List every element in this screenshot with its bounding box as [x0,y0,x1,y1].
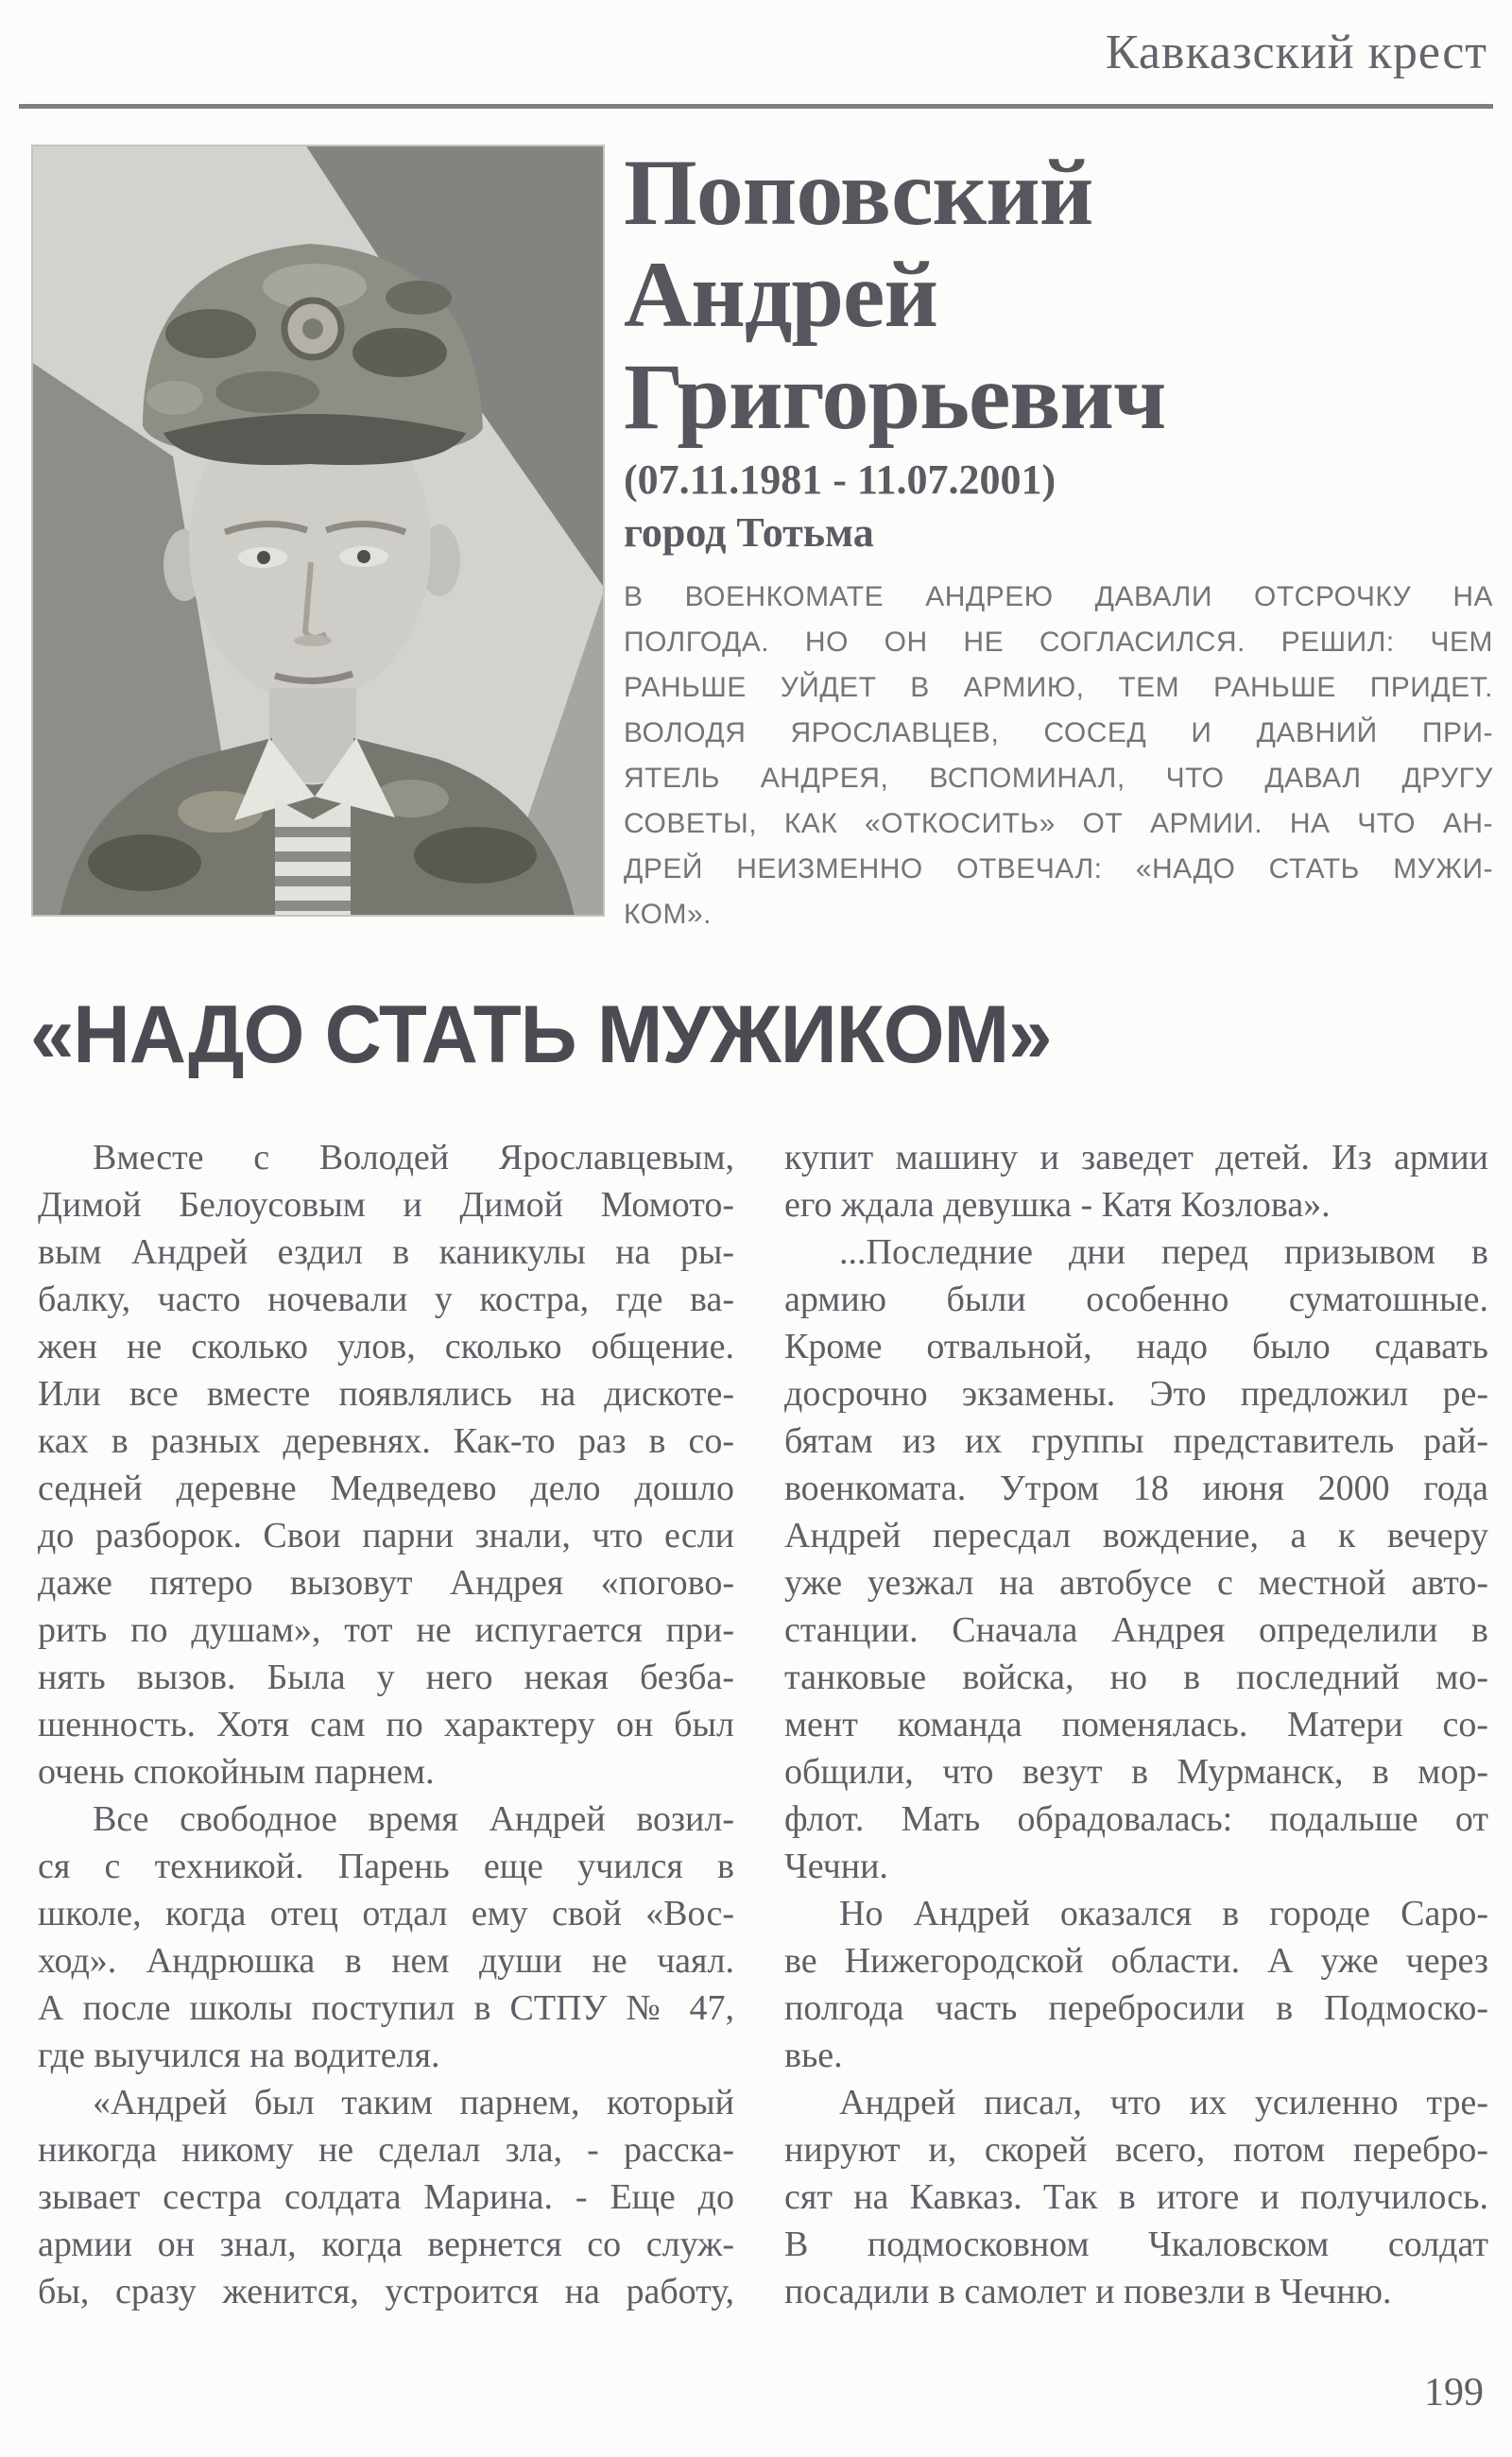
text-line: ВОЛОДЯ ЯРОСЛАВЦЕВ, СОСЕД И ДАВНИЙ ПРИ- [624,717,1493,748]
text-line: его ждала девушка - Катя Козлова». [784,1185,1331,1225]
text-line: шенность. Хотя сам по характеру он был [38,1705,734,1744]
text-line: бы, сразу женится, устроится на работу, [38,2272,734,2311]
column-right [784,1134,1488,2315]
text-line: школе, когда отец отдал ему свой «Вос- [38,1894,734,1933]
article-heading: «НАДО СТАТЬ МУЖИКОМ» [30,989,1052,1080]
text-line: Но Андрей оказался в городе Саро- [839,1894,1488,1933]
text-line: ЯТЕЛЬ АНДРЕЯ, ВСПОМИНАЛ, ЧТО ДАВАЛ ДРУГУ [624,763,1493,794]
text-line: танковые войска, но в последний мо- [784,1658,1488,1697]
header-rule [19,104,1493,109]
life-dates: (07.11.1981 - 11.07.2001) [624,456,1057,503]
text-line: Вместе с Володей Ярославцевым, [93,1138,734,1177]
text-line: А после школы поступил в СТПУ № 47, [38,1988,734,2028]
text-line: ход». Андрюшка в нем души не чаял. [38,1941,734,1981]
text-line: военкомата. Утром 18 июня 2000 года [784,1469,1488,1508]
text-line: даже пятеро вызовут Андрея «погово- [38,1563,734,1603]
text-line: бятам из их группы представитель рай- [784,1421,1488,1461]
text-line: ся с техникой. Парень еще учился в [38,1847,734,1886]
text-line: Чечни. [784,1847,888,1886]
soldier-name [624,142,1493,448]
text-line: уже уезжал на автобусе с местной авто- [784,1563,1488,1603]
text-line: зывает сестра солдата Марина. - Еще до [38,2177,734,2217]
text-line: РАНЬШЕ УЙДЕТ В АРМИЮ, ТЕМ РАНЬШЕ ПРИДЕТ. [624,672,1493,703]
name-line: Андрей [624,242,938,347]
text-line: станции. Сначала Андрея определили в [784,1610,1488,1650]
text-line: нируют и, скорей всего, потом перебро- [784,2130,1488,2170]
running-head: Кавказский крест [1105,26,1487,79]
text-line: армию были особенно суматошные. [784,1280,1488,1319]
text-line: сят на Кавказ. Так в итоге и получилось. [784,2177,1488,2217]
text-line: купит машину и заведет детей. Из армии [784,1138,1488,1177]
text-line: вым Андрей ездил в каникулы на ры- [38,1232,734,1272]
name-line: Григорьевич [624,344,1166,449]
text-line: флот. Мать обрадовалась: подальше от [784,1799,1488,1839]
text-line: ...Последние дни перед призывом в [839,1232,1488,1272]
text-line: нять вызов. Была у него некая безба- [38,1658,734,1697]
text-line: ках в разных деревнях. Как-то раз в со- [38,1421,734,1461]
page-number: 199 [1424,2371,1484,2414]
soldier-portrait-photo [31,145,605,917]
text-line: досрочно экзамены. Это предложил ре- [784,1374,1488,1414]
text-line: «Андрей был таким парнем, который [93,2083,734,2122]
text-line: седней деревне Медведево дело дошло [38,1469,734,1508]
text-line: где выучился на водителя. [38,2036,440,2075]
text-line: КОМ». [624,899,712,930]
text-line: ве Нижегородской области. А уже через [784,1941,1488,1981]
text-line: жен не сколько улов, сколько общение. [38,1327,734,1366]
lead-paragraph [624,575,1493,937]
text-line: Димой Белоусовым и Димой Момото- [38,1185,734,1225]
text-line: общили, что везут в Мурманск, в мор- [784,1752,1488,1792]
text-line: посадили в самолет и повезли в Чечню. [784,2272,1392,2311]
text-line: Андрей пересдал вождение, а к вечеру [784,1516,1488,1555]
text-line: Кроме отвальной, надо было сдавать [784,1327,1488,1366]
text-line: вье. [784,2036,843,2075]
home-town: город Тотьма [624,509,874,556]
text-line: до разборок. Свои парни знали, что если [38,1516,734,1555]
text-line: В ВОЕНКОМАТЕ АНДРЕЮ ДАВАЛИ ОТСРОЧКУ НА [624,581,1493,612]
text-line: армии он знал, когда вернется со служ- [38,2225,734,2264]
text-line: В подмосковном Чкаловском солдат [784,2225,1488,2264]
text-line: мент команда поменялась. Матери со- [784,1705,1488,1744]
text-line: полгода часть перебросили в Подмоско- [784,1988,1488,2028]
text-line: Андрей писал, что их усиленно тре- [839,2083,1488,2122]
text-line: ДРЕЙ НЕИЗМЕННО ОТВЕЧАЛ: «НАДО СТАТЬ МУЖИ- [624,853,1493,885]
text-line: СОВЕТЫ, КАК «ОТКОСИТЬ» ОТ АРМИИ. НА ЧТО АН- [624,808,1493,839]
column-left [38,1134,734,2315]
text-line: балку, часто ночевали у костра, где ва- [38,1280,734,1319]
text-line: Или все вместе появлялись на дискоте- [38,1374,734,1414]
text-line: очень спокойным парнем. [38,1752,435,1792]
text-line: рить по душам», тот не испугается при- [38,1610,734,1650]
name-line: Поповский [624,140,1093,245]
text-line: никогда никому не сделал зла, - расска- [38,2130,734,2170]
text-line: Все свободное время Андрей возил- [93,1799,734,1839]
text-line: ПОЛГОДА. НО ОН НЕ СОГЛАСИЛСЯ. РЕШИЛ: ЧЕМ [624,627,1493,658]
